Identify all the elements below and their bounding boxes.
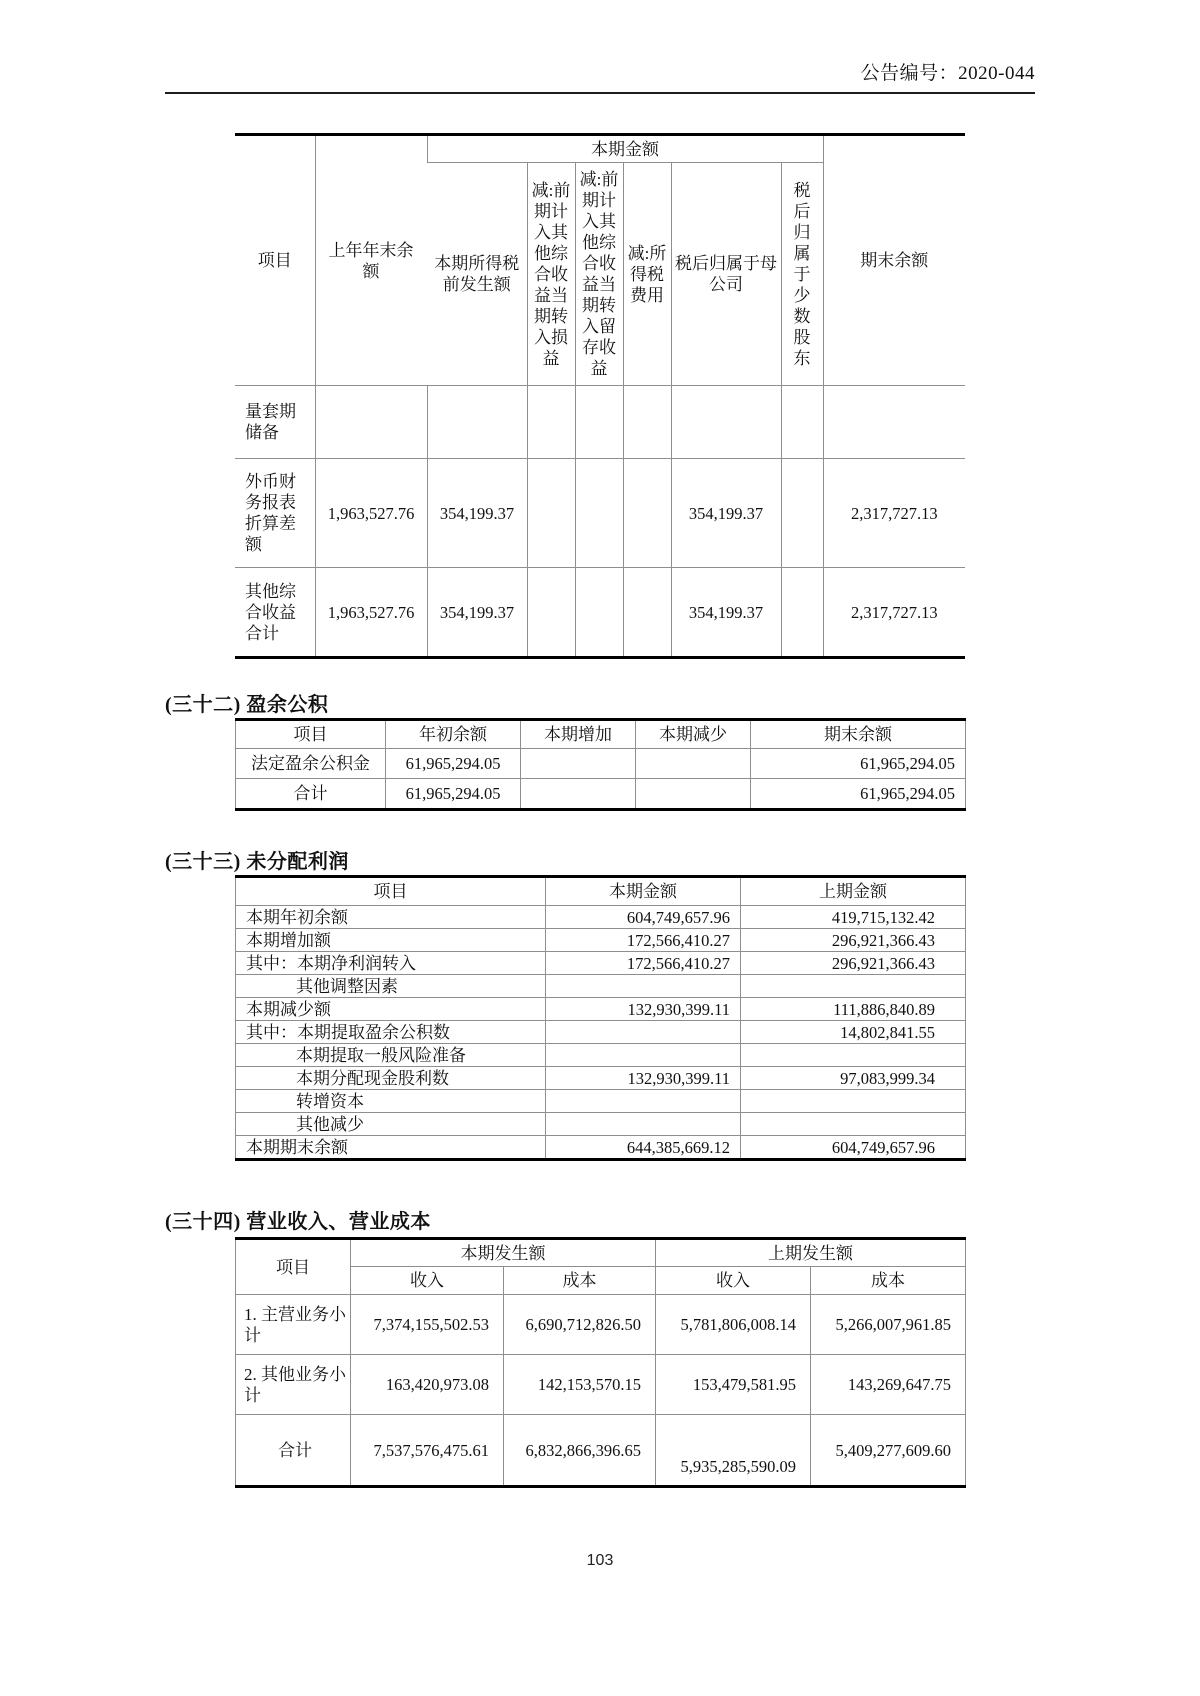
table-cell (741, 1044, 966, 1067)
table-cell (546, 975, 741, 998)
section-heading-surplus-reserve: (三十二) 盈余公积 (165, 694, 329, 716)
table-cell (546, 1044, 741, 1067)
table-cell (823, 386, 965, 459)
table-cell: 1. 主营业务小计 (236, 1295, 351, 1355)
table-cell (546, 1090, 741, 1113)
table-cell: 61,965,294.05 (751, 749, 966, 779)
table-cell: 132,930,399.11 (546, 998, 741, 1021)
table-header-row (236, 1239, 966, 1267)
col-header-beginning-balance: 年初余额 (386, 720, 521, 749)
table-cell: 本期期末余额 (236, 1136, 546, 1160)
table-cell: 354,199.37 (427, 568, 527, 658)
col-header-prior-income: 收入 (656, 1267, 811, 1295)
col-header-after-tax-minority: 税后归属于少数股东 (781, 163, 823, 386)
table-cell: 7,537,576,475.61 (351, 1415, 504, 1487)
table-cell: 本期减少额 (236, 998, 546, 1021)
table-cell: 本期分配现金股利数 (236, 1067, 546, 1090)
col-header-less-income-tax: 减:所得税费用 (623, 163, 671, 386)
header-rule (165, 92, 1035, 94)
table-cell (781, 459, 823, 568)
table-cell (527, 386, 575, 459)
table-header-row (236, 877, 966, 906)
table-row (236, 952, 966, 975)
col-header-pretax-amount: 本期所得税前发生额 (427, 163, 527, 386)
table-cell: 354,199.37 (671, 459, 781, 568)
col-header-current-period-group: 本期金额 (427, 135, 823, 163)
col-header-current-cost: 成本 (504, 1267, 656, 1295)
table-cell (527, 459, 575, 568)
col-header-decrease: 本期减少 (636, 720, 751, 749)
table-row (236, 998, 966, 1021)
col-header-increase: 本期增加 (521, 720, 636, 749)
col-header-prev-year-end: 上年年末余额 (315, 135, 427, 386)
table-row (235, 568, 965, 658)
table-cell: 量套期储备 (235, 386, 315, 459)
table-row (236, 1295, 966, 1355)
col-header-item: 项目 (235, 135, 315, 386)
col-header-item: 项目 (236, 1239, 351, 1295)
revenue-cost-table (235, 1237, 966, 1488)
table-row (236, 1113, 966, 1136)
table-cell (636, 779, 751, 810)
table-cell (575, 386, 623, 459)
table-row (236, 1136, 966, 1160)
table-cell: 61,965,294.05 (751, 779, 966, 810)
col-header-item: 项目 (236, 877, 546, 906)
table-row (235, 386, 965, 459)
table-cell (575, 459, 623, 568)
table-row (236, 1021, 966, 1044)
table-cell: 本期提取一般风险准备 (236, 1044, 546, 1067)
table-row (236, 906, 966, 929)
table-row (235, 459, 965, 568)
col-header-prior-period: 上期金额 (741, 877, 966, 906)
table-cell: 2. 其他业务小计 (236, 1355, 351, 1415)
col-header-current-period-group: 本期发生额 (351, 1239, 656, 1267)
table-cell: 转增资本 (236, 1090, 546, 1113)
table-row (236, 1044, 966, 1067)
table-row (236, 779, 966, 810)
table-row-total (236, 1415, 966, 1487)
col-header-prior-cost: 成本 (811, 1267, 966, 1295)
table-cell: 644,385,669.12 (546, 1136, 741, 1160)
table-cell (623, 459, 671, 568)
table-cell (315, 386, 427, 459)
table-cell (521, 779, 636, 810)
table-cell (741, 1090, 966, 1113)
table-cell: 153,479,581.95 (656, 1355, 811, 1415)
table-cell: 1,963,527.76 (315, 459, 427, 568)
table-cell: 5,781,806,008.14 (656, 1295, 811, 1355)
table-cell: 296,921,366.43 (741, 929, 966, 952)
table-cell: 419,715,132.42 (741, 906, 966, 929)
col-header-item: 项目 (236, 720, 386, 749)
table-cell (546, 1113, 741, 1136)
col-header-after-tax-parent: 税后归属于母公司 (671, 163, 781, 386)
table-cell: 本期年初余额 (236, 906, 546, 929)
table-cell: 5,409,277,609.60 (811, 1415, 966, 1487)
table-cell: 7,374,155,502.53 (351, 1295, 504, 1355)
table-cell (623, 386, 671, 459)
table-cell (527, 568, 575, 658)
table-cell: 5,266,007,961.85 (811, 1295, 966, 1355)
table-cell: 14,802,841.55 (741, 1021, 966, 1044)
table-cell (427, 386, 527, 459)
table-cell (741, 1113, 966, 1136)
table-header-row (236, 720, 966, 749)
table-cell: 5,935,285,590.09 (656, 1415, 811, 1487)
table-cell (741, 975, 966, 998)
table-row (236, 749, 966, 779)
table-cell: 111,886,840.89 (741, 998, 966, 1021)
table-cell: 61,965,294.05 (386, 779, 521, 810)
table-cell: 61,965,294.05 (386, 749, 521, 779)
table-cell: 外币财务报表折算差额 (235, 459, 315, 568)
table-cell: 132,930,399.11 (546, 1067, 741, 1090)
table-cell: 604,749,657.96 (741, 1136, 966, 1160)
table-cell (521, 749, 636, 779)
table-cell: 604,749,657.96 (546, 906, 741, 929)
table-cell: 172,566,410.27 (546, 929, 741, 952)
table-cell: 本期增加额 (236, 929, 546, 952)
table-row (236, 1067, 966, 1090)
col-header-prior-period-group: 上期发生额 (656, 1239, 966, 1267)
notice-number: 公告编号：2020-044 (860, 63, 1035, 84)
table-cell (623, 568, 671, 658)
table-row (236, 975, 966, 998)
table-cell: 354,199.37 (427, 459, 527, 568)
table-cell: 其他减少 (236, 1113, 546, 1136)
col-header-ending-balance: 期末余额 (823, 135, 965, 386)
table-cell: 合计 (236, 779, 386, 810)
table-cell (575, 568, 623, 658)
table-cell: 其他综合收益合计 (235, 568, 315, 658)
table-cell: 合计 (236, 1415, 351, 1487)
table-cell: 296,921,366.43 (741, 952, 966, 975)
table-cell: 2,317,727.13 (823, 568, 965, 658)
table-row (236, 1355, 966, 1415)
table-row (236, 929, 966, 952)
table-cell: 163,420,973.08 (351, 1355, 504, 1415)
page-number: 103 (586, 1552, 614, 1569)
table-cell: 97,083,999.34 (741, 1067, 966, 1090)
table-cell: 其他调整因素 (236, 975, 546, 998)
table-cell: 143,269,647.75 (811, 1355, 966, 1415)
table-cell: 142,153,570.15 (504, 1355, 656, 1415)
section-heading-revenue-cost: (三十四) 营业收入、营业成本 (165, 1211, 431, 1233)
table-cell: 其中：本期提取盈余公积数 (236, 1021, 546, 1044)
table-cell: 354,199.37 (671, 568, 781, 658)
table-cell (781, 386, 823, 459)
col-header-current-period: 本期金额 (546, 877, 741, 906)
table-cell: 6,690,712,826.50 (504, 1295, 656, 1355)
table-row (236, 1090, 966, 1113)
col-header-less-transfer-to-pl: 减:前期计入其他综合收益当期转入损益 (527, 163, 575, 386)
col-header-less-transfer-to-retained: 减:前期计入其他综合收益当期转入留存收益 (575, 163, 623, 386)
table-header-row (235, 135, 965, 163)
table-cell (546, 1021, 741, 1044)
table-cell: 2,317,727.13 (823, 459, 965, 568)
table-cell: 法定盈余公积金 (236, 749, 386, 779)
section-heading-retained-earnings: (三十三) 未分配利润 (165, 851, 349, 873)
table-cell: 172,566,410.27 (546, 952, 741, 975)
col-header-ending-balance: 期末余额 (751, 720, 966, 749)
col-header-current-income: 收入 (351, 1267, 504, 1295)
table-cell (781, 568, 823, 658)
table-cell: 1,963,527.76 (315, 568, 427, 658)
table-cell (671, 386, 781, 459)
oci-table (235, 133, 965, 659)
table-cell: 其中：本期净利润转入 (236, 952, 546, 975)
surplus-reserve-table (235, 718, 966, 811)
retained-earnings-table (235, 875, 966, 1161)
table-cell: 6,832,866,396.65 (504, 1415, 656, 1487)
table-cell (636, 749, 751, 779)
